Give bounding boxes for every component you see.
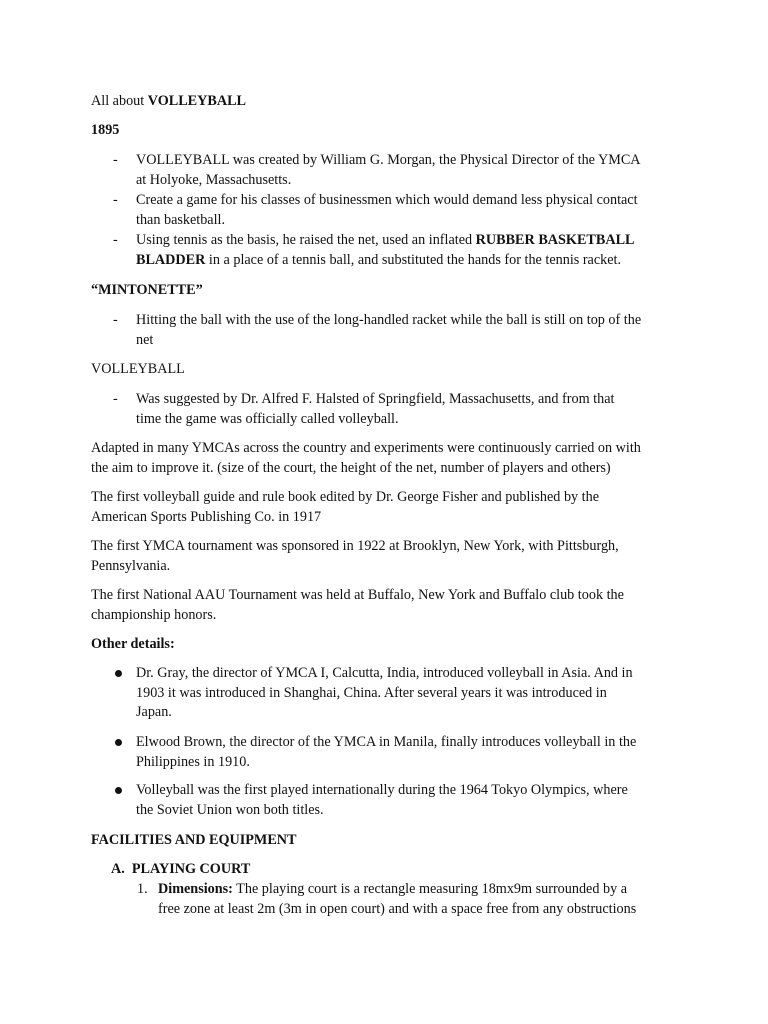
- text-line: Philippines in 1910.: [136, 753, 250, 770]
- text-line: 1903 it was introduced in Shanghai, China. After several years it was introduced in: [136, 684, 607, 701]
- text-line: free zone at least 2m (3m in open court) and with a space free from any obstructions: [158, 900, 637, 917]
- paragraph-4: [91, 586, 681, 625]
- other-detail-3: [136, 781, 681, 820]
- section-letter: A.: [111, 861, 125, 877]
- text-line: Using tennis as the basis, he raised the net, used an inflated RUBBER BASKETBALL: [136, 232, 635, 248]
- text-line: the aim to improve it. (size of the court, the height of the net, number of players and others): [91, 459, 611, 476]
- text-line: Elwood Brown, the director of the YMCA in Manila, finally introduces volleyball in the: [136, 734, 637, 750]
- bullet-icon: [115, 787, 122, 794]
- paragraph-1: [91, 439, 681, 478]
- document-title: All about VOLLEYBALL: [91, 93, 247, 109]
- volleyball-heading: VOLLEYBALL: [91, 361, 185, 377]
- text-line: Dr. Gray, the director of YMCA I, Calcutta, India, introduced volleyball in Asia. And in: [136, 665, 633, 681]
- text-line: championship honors.: [91, 606, 217, 623]
- text-line: Volleyball was the first played internationally during the 1964 Tokyo Olympics, where: [136, 782, 628, 798]
- paragraph-3: [91, 537, 681, 576]
- section-title: PLAYING COURT: [131, 861, 251, 877]
- mintonette-item: [113, 311, 681, 350]
- list-number: 1.: [137, 881, 148, 897]
- text-line: than basketball.: [136, 211, 226, 228]
- text-line: Adapted in many YMCAs across the country and experiments were continuously carried on with: [91, 440, 641, 456]
- text-line: American Sports Publishing Co. in 1917: [91, 508, 322, 525]
- origin-item-1: [113, 151, 681, 190]
- dash-marker: -: [113, 152, 118, 168]
- origin-item-3: [113, 231, 681, 270]
- dash-marker: -: [113, 192, 118, 208]
- dash-marker: -: [113, 391, 118, 407]
- text-line: at Holyoke, Massachusetts.: [136, 171, 292, 188]
- text-line: Hitting the ball with the use of the long-handled racket while the ball is still on top of the: [136, 312, 642, 328]
- origin-item-2: [113, 191, 681, 230]
- text-line: Japan.: [136, 704, 172, 720]
- year-heading: 1895: [91, 122, 120, 138]
- dash-marker: -: [113, 312, 118, 328]
- bullet-icon: [115, 670, 122, 677]
- other-detail-1: [136, 664, 681, 723]
- volleyball-item: [113, 390, 681, 429]
- text-line: BLADDER in a place of a tennis ball, and substituted the hands for the tennis racket.: [136, 251, 622, 268]
- facilities-heading: FACILITIES AND EQUIPMENT: [91, 832, 297, 848]
- text-line: net: [136, 331, 154, 348]
- text-line: Pennsylvania.: [91, 557, 171, 574]
- text-line: time the game was officially called volleyball.: [136, 410, 399, 427]
- other-details-heading: Other details:: [91, 636, 175, 652]
- other-detail-2: [136, 733, 681, 772]
- text-line: VOLLEYBALL was created by William G. Morgan, the Physical Director of the YMCA: [136, 152, 641, 168]
- text-line: The first National AAU Tournament was held at Buffalo, New York and Buffalo club took the: [91, 587, 624, 603]
- dimensions-item: [158, 880, 678, 919]
- text-line: The first volleyball guide and rule book edited by Dr. George Fisher and published by the: [91, 489, 600, 505]
- dash-marker: -: [113, 232, 118, 248]
- text-line: Was suggested by Dr. Alfred F. Halsted of Springfield, Massachusetts, and from that: [136, 391, 615, 407]
- paragraph-2: [91, 488, 681, 527]
- text-line: Dimensions: The playing court is a rectangle measuring 18mx9m surrounded by a: [158, 881, 628, 897]
- bullet-icon: [115, 739, 122, 746]
- section-a-heading: [111, 860, 681, 880]
- mintonette-heading: “MINTONETTE”: [91, 282, 203, 298]
- text-line: The first YMCA tournament was sponsored in 1922 at Brooklyn, New York, with Pittsburgh,: [91, 538, 619, 554]
- text-line: the Soviet Union won both titles.: [136, 801, 324, 818]
- text-line: Create a game for his classes of businessmen which would demand less physical contact: [136, 192, 638, 208]
